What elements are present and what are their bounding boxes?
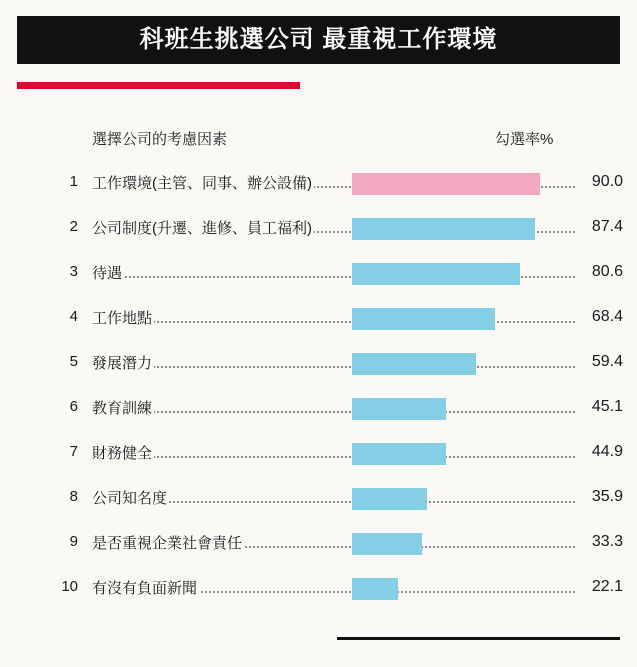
bar-fill: [352, 263, 520, 285]
chart-row: [0, 252, 637, 297]
row-label: 工作環境(主管、同事、辦公設備): [92, 172, 314, 193]
bar-fill: [352, 578, 398, 600]
chart-rows: [0, 162, 637, 612]
accent-rule: [17, 82, 300, 89]
bar-fill: [352, 398, 446, 420]
row-rank: 10: [61, 578, 78, 595]
bar-track: [352, 353, 540, 375]
column-header-factor: 選擇公司的考慮因素: [92, 131, 228, 148]
bar-fill: [352, 353, 476, 375]
chart-row: [0, 477, 637, 522]
row-value: 35.9: [575, 488, 623, 506]
row-label: 有沒有負面新聞: [92, 577, 199, 598]
row-label: 公司知名度: [92, 487, 169, 508]
row-rank: 3: [69, 263, 78, 280]
chart-row: [0, 387, 637, 432]
chart-row: [0, 342, 637, 387]
bar-fill: [352, 308, 495, 330]
row-label: 是否重視企業社會責任: [92, 532, 244, 553]
row-label: 公司制度(升遷、進修、員工福利): [92, 217, 314, 238]
bar-track: [352, 488, 540, 510]
row-rank: 5: [69, 353, 78, 370]
title-bar: [17, 16, 620, 64]
chart-row: [0, 162, 637, 207]
chart-row: [0, 567, 637, 612]
row-rank: 9: [69, 533, 78, 550]
chart-row: [0, 432, 637, 477]
row-value: 90.0: [575, 173, 623, 191]
baseline-rule: [337, 637, 620, 640]
bar-fill: [352, 218, 535, 240]
row-value: 59.4: [575, 353, 623, 371]
bar-track: [352, 218, 540, 240]
page-title: 科班生挑選公司 最重視工作環境: [139, 26, 498, 53]
bar-track: [352, 533, 540, 555]
row-label: 財務健全: [92, 442, 154, 463]
bar-fill: [352, 443, 446, 465]
bar-track: [352, 443, 540, 465]
row-label: 教育訓練: [92, 397, 154, 418]
row-label: 發展潛力: [92, 352, 154, 373]
bar-track: [352, 308, 540, 330]
bar-track: [352, 263, 540, 285]
row-rank: 6: [69, 398, 78, 415]
row-value: 80.6: [575, 263, 623, 281]
row-rank: 7: [69, 443, 78, 460]
row-rank: 1: [69, 173, 78, 190]
column-header-rate: 勾選率%: [495, 131, 554, 148]
chart-row: [0, 207, 637, 252]
row-rank: 4: [69, 308, 78, 325]
row-value: 33.3: [575, 533, 623, 551]
row-label: 工作地點: [92, 307, 154, 328]
row-rank: 2: [69, 218, 78, 235]
chart-row: [0, 522, 637, 567]
chart-row: [0, 297, 637, 342]
bar-fill: [352, 533, 422, 555]
row-value: 45.1: [575, 398, 623, 416]
bar-fill: [352, 488, 427, 510]
bar-fill: [352, 173, 540, 195]
bar-track: [352, 173, 540, 195]
row-value: 22.1: [575, 578, 623, 596]
bar-track: [352, 578, 540, 600]
row-rank: 8: [69, 488, 78, 505]
row-value: 44.9: [575, 443, 623, 461]
row-label: 待遇: [92, 262, 124, 283]
bar-track: [352, 398, 540, 420]
row-value: 87.4: [575, 218, 623, 236]
row-value: 68.4: [575, 308, 623, 326]
